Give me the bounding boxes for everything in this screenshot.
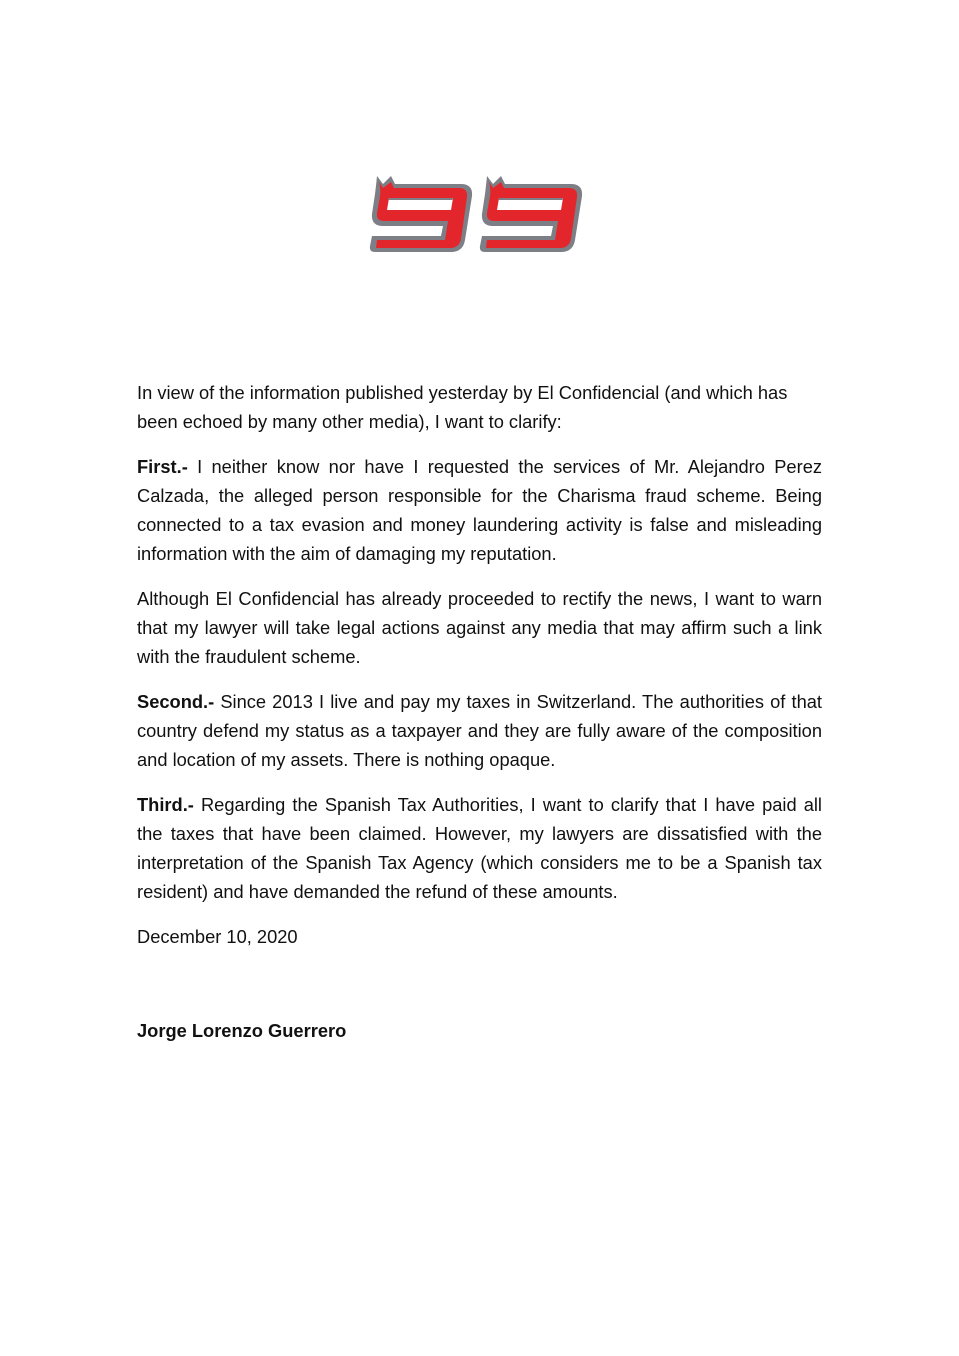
- second-point-paragraph: [137, 687, 822, 774]
- second-point-lead: Second.-: [137, 691, 215, 712]
- letter-date: December 10, 2020: [137, 926, 298, 947]
- first-point-text: I neither know nor have I requested the services of Mr. Alejandro Perez Calzada, the alleged person responsible for the Charisma fraud scheme. Being connected to a tax evasion and money laundering activity is false and misleading information with the aim of damaging my reputation.: [137, 456, 822, 564]
- rectification-paragraph: Although El Confidencial has already proceeded to rectify the news, I want to warn that my lawyer will take legal actions against any media that may affirm such a link with the fraudulent scheme.: [137, 588, 822, 667]
- third-point-paragraph: [137, 790, 822, 906]
- third-point-text: Regarding the Spanish Tax Authorities, I want to clarify that I have paid all the taxes that have been claimed. However, my lawyers are dissatisfied with the interpretation of the Spanish Tax Agency (which considers me to be a Spanish tax resident) and have demanded the refund of these amounts.: [137, 794, 822, 902]
- second-point-text: Since 2013 I live and pay my taxes in Switzerland. The authorities of that country defend my status as a taxpayer and they are fully aware of the composition and location of my assets. There is nothing opaque.: [137, 691, 822, 770]
- first-point-lead: First.-: [137, 456, 188, 477]
- third-point-lead: Third.-: [137, 794, 194, 815]
- logo-99-icon: [369, 170, 585, 254]
- intro-paragraph: In view of the information published yesterday by El Confidencial (and which has been echoed by many other media), I want to clarify:: [137, 382, 788, 432]
- first-point-paragraph: [137, 452, 822, 568]
- letter-body: [137, 378, 822, 951]
- signature-name: Jorge Lorenzo Guerrero: [137, 1020, 347, 1041]
